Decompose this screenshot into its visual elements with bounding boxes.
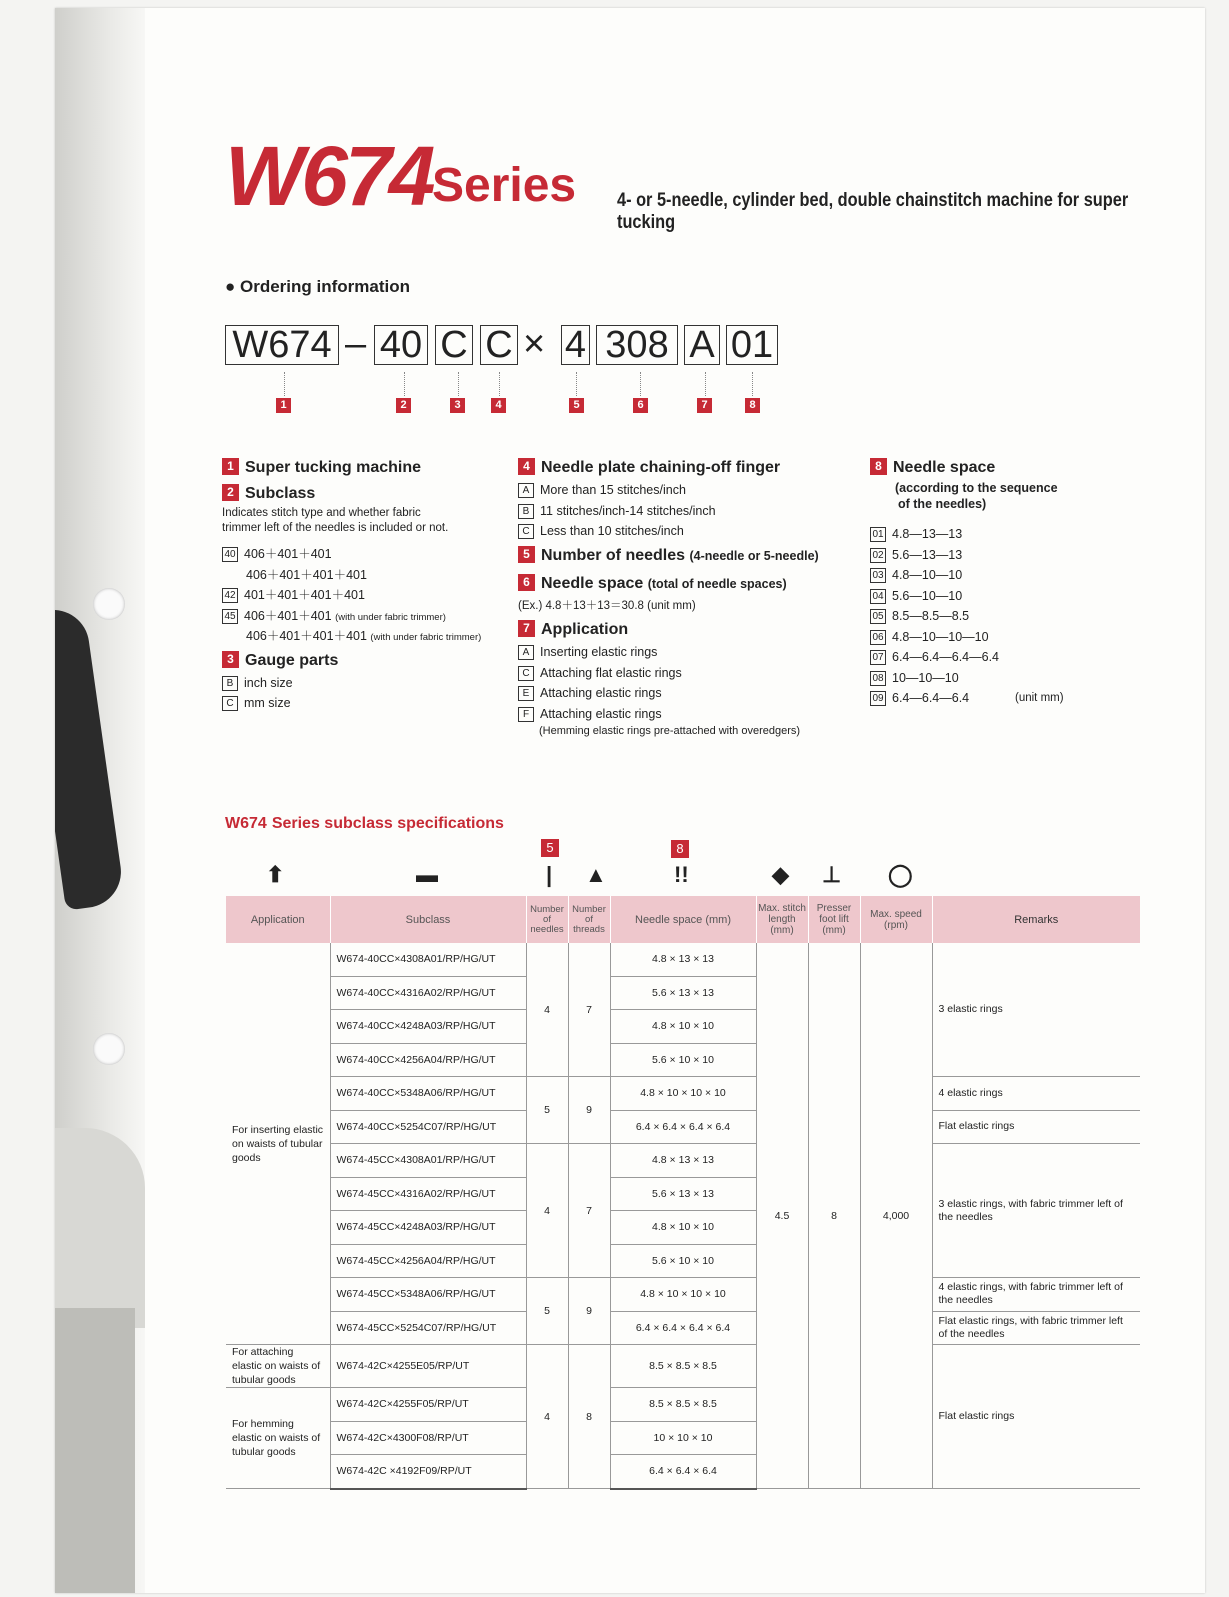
subclass-desc: Indicates stitch type and whether fabric trimmer left of the needles is included or not. <box>222 507 449 534</box>
finger-item: C Less than 10 stitches/inch <box>518 521 858 542</box>
table-row: W674-45CC×4308A01/RP/HG/UT 4 7 4.8 × 13 × 13 3 elastic rings, with fabric trimmer left of the needles <box>226 1144 1140 1178</box>
table-row: W674-40CC×4248A03/RP/HG/UT 4.8 × 10 × 10 <box>226 1010 1140 1044</box>
code-badge: 3 <box>450 398 465 413</box>
needle-seq-item: 05 8.5—8.5—8.5 <box>870 606 1150 627</box>
code-box-subclass: 40 <box>374 325 428 365</box>
legend-heading-8: 8 Needle space <box>870 456 1150 480</box>
table-row: W674-45CC×5254C07/RP/HG/UT 6.4 × 6.4 × 6.4 × 6.4 Flat elastic rings, with fabric trimmer left of the needles <box>226 1311 1140 1345</box>
model-title: W674 <box>225 129 433 223</box>
table-row: W674-40CC×4316A02/RP/HG/UT 5.6 × 13 × 13 <box>226 976 1140 1010</box>
table-header: Application Subclass Number of needles Number of threads Needle space (mm) Max. stitch length (mm) Presser foot lift (mm) Max. speed (rpm) Remarks <box>226 896 1140 943</box>
code-box-application: A <box>684 325 720 365</box>
legend-heading-3: 3 Gauge parts <box>222 649 512 673</box>
ordering-heading: ● Ordering information <box>225 277 410 296</box>
finger-item: B 11 stitches/inch-14 stitches/inch <box>518 501 858 522</box>
application-item: E Attaching elastic rings <box>518 683 858 704</box>
table-row: W674-42C×4300F08/RP/UT 10 × 10 × 10 <box>226 1421 1140 1455</box>
code-badge: 5 <box>569 398 584 413</box>
table-row: For attaching elastic on waists of tubular goods W674-42C×4255E05/RP/UT 4 8 8.5 × 8.5 × 8.5 Flat elastic rings <box>226 1345 1140 1388</box>
code-times: × <box>523 323 546 365</box>
application-footnote: (Hemming elastic rings pre-attached with overedgers) <box>539 725 801 737</box>
code-box-gauge: C <box>435 325 473 365</box>
gauge-item: C mm size <box>222 693 512 714</box>
needle-icon: | <box>546 862 553 887</box>
machine-photo-strip <box>55 8 145 1593</box>
spec-table <box>226 896 1140 1490</box>
subclass-item: 406＋401＋401＋401 <box>246 567 367 582</box>
binder-hole <box>93 588 125 620</box>
page-subtitle: 4- or 5-needle, cylinder bed, double chainstitch machine for super tucking <box>617 190 1129 233</box>
legend-heading-2: 2 Subclass <box>222 482 512 506</box>
code-box-finger: C <box>480 325 518 365</box>
code-box-model: W674 <box>225 325 339 365</box>
needle-space-example: (Ex.) 4.8＋13＋13＝30.8 (unit mm) <box>518 599 696 612</box>
table-row: W674-40CC×4256A04/RP/HG/UT 5.6 × 10 × 10 <box>226 1043 1140 1077</box>
code-badge: 7 <box>697 398 712 413</box>
subclass-item: 406＋401＋401＋401 (with under fabric trimmer) <box>246 629 482 643</box>
needle-seq-item: 09 6.4—6.4—6.4 (unit mm) <box>870 688 1150 709</box>
subclass-item: 40 406＋401＋401 <box>222 544 512 565</box>
table-row: W674-40CC×5254C07/RP/HG/UT 6.4 × 6.4 × 6.4 × 6.4 Flat elastic rings <box>226 1110 1140 1144</box>
needle-seq-item: 08 10—10—10 <box>870 668 1150 689</box>
legend-heading-7: 7 Application <box>518 618 858 642</box>
needle-seq-item: 03 4.8—10—10 <box>870 565 1150 586</box>
presser-foot-icon: ⊥ <box>822 862 842 887</box>
code-badge: 6 <box>633 398 648 413</box>
needle-space-icon: !! <box>674 862 689 887</box>
needle-seq-note: (according to the sequence of the needles) <box>895 481 1058 511</box>
speed-icon: ◯ <box>888 862 913 887</box>
code-badge: 4 <box>491 398 506 413</box>
code-badge: 2 <box>396 398 411 413</box>
subclass-item: 45 406＋401＋401 (with under fabric trimmer) <box>222 606 512 627</box>
finger-item: A More than 15 stitches/inch <box>518 480 858 501</box>
needles-badge: 5 <box>541 839 559 857</box>
gauge-item: B inch size <box>222 673 512 694</box>
table-row: W674-45CC×4316A02/RP/HG/UT 5.6 × 13 × 13 <box>226 1177 1140 1211</box>
table-row: W674-45CC×5348A06/RP/HG/UT 5 9 4.8 × 10 × 10 × 10 4 elastic rings, with fabric trimmer left of the needles <box>226 1278 1140 1312</box>
spec-section-title: W674 Series subclass specifications <box>225 815 504 832</box>
needle-seq-item: 06 4.8—10—10—10 <box>870 627 1150 648</box>
application-item: A Inserting elastic rings <box>518 642 858 663</box>
legend-heading-1: 1 Super tucking machine <box>222 456 512 480</box>
machine-icon: ▬ <box>416 862 438 887</box>
needle-seq-item: 07 6.4—6.4—6.4—6.4 <box>870 647 1150 668</box>
table-row: W674-45CC×4248A03/RP/HG/UT 4.8 × 10 × 10 <box>226 1211 1140 1245</box>
code-badge: 1 <box>276 398 291 413</box>
stitch-length-icon: ◆ <box>772 862 789 887</box>
code-badge: 8 <box>745 398 760 413</box>
legend-col-2 <box>518 456 858 738</box>
legend-heading-6: 6 Needle space (total of needle spaces) <box>518 572 858 596</box>
series-title: Series <box>432 159 577 212</box>
thread-icon: ▲ <box>585 862 607 887</box>
table-row: W674-42C ×4192F09/RP/UT 6.4 × 6.4 × 6.4 <box>226 1455 1140 1489</box>
legend-heading-5: 5 Number of needles (4-needle or 5-needle) <box>518 544 858 568</box>
table-row: W674-40CC×5348A06/RP/HG/UT 5 9 4.8 × 10 × 10 × 10 4 elastic rings <box>226 1077 1140 1111</box>
code-box-needles: 4 <box>561 325 590 365</box>
needle-seq-item: 01 4.8—13—13 <box>870 524 1150 545</box>
table-row: For hemming elastic on waists of tubular goods W674-42C×4255F05/RP/UT 8.5 × 8.5 × 8.5 <box>226 1388 1140 1422</box>
binder-hole <box>93 1033 125 1065</box>
legend-heading-4: 4 Needle plate chaining-off finger <box>518 456 858 480</box>
space-badge: 8 <box>671 840 689 858</box>
application-icon: ⬆ <box>266 862 285 887</box>
code-box-space: 308 <box>596 325 678 365</box>
code-box-needle-seq: 01 <box>726 325 778 365</box>
legend-col-3 <box>870 456 1150 709</box>
application-item: F Attaching elastic rings <box>518 704 858 725</box>
legend-col-1 <box>222 456 512 714</box>
needle-seq-item: 04 5.6—10—10 <box>870 586 1150 607</box>
needle-seq-item: 02 5.6—13—13 <box>870 545 1150 566</box>
application-item: C Attaching flat elastic rings <box>518 663 858 684</box>
table-row: W674-45CC×4256A04/RP/HG/UT 5.6 × 10 × 10 <box>226 1244 1140 1278</box>
table-row: For inserting elastic on waists of tubular goods W674-40CC×4308A01/RP/HG/UT 4 7 4.8 × 13 × 13 4.5 8 4,000 3 elastic rings <box>226 943 1140 976</box>
code-dash: – <box>345 323 367 365</box>
subclass-item: 42 401＋401＋401＋401 <box>222 585 512 606</box>
